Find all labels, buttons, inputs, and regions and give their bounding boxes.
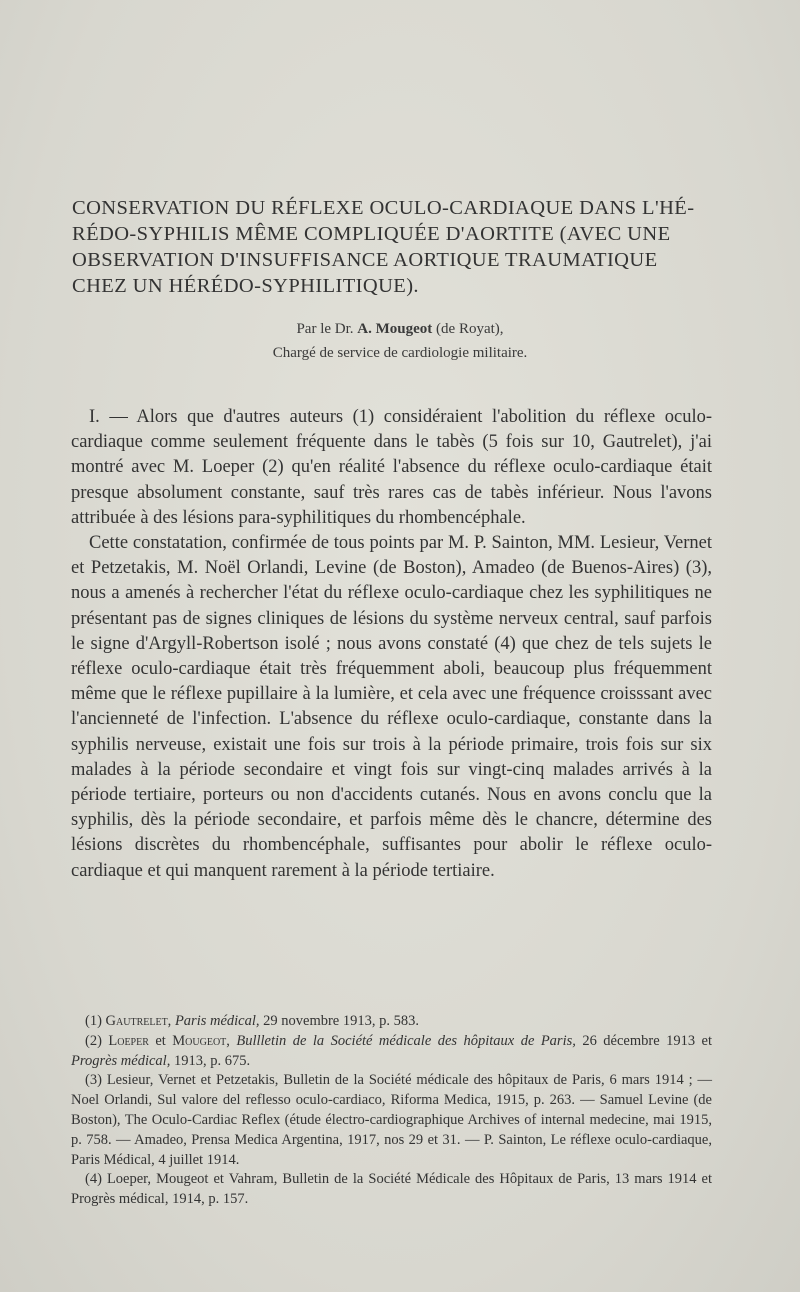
footnote-number: (4) bbox=[85, 1171, 102, 1188]
footnote-rest: 1913, p. 675. bbox=[173, 1052, 251, 1069]
title-line: CHEZ UN HÉRÉDO-SYPHILITIQUE). bbox=[72, 275, 419, 297]
paragraph: I. — Alors que d'autres auteurs (1) considéraient l'abolition du réflexe oculo-cardiaque comme seulement fréquente dans le tabès (5 fois sur 10, Gautrelet), j'ai montré avec M. Loeper (2) qu'en réalité l'absence du réflexe oculo-cardiaque était presque absolument constante, sauf très rares cas de tabès inférieur. Nous l'avons attribuée à des lésions para-syphilitiques du rhombencéphale. bbox=[71, 407, 712, 528]
footnote-source: Bullletin de la Société médicale des hôpitaux de Paris, bbox=[236, 1032, 576, 1049]
footnote-source: Progrès médical, bbox=[71, 1052, 171, 1069]
footnote-source: Paris médical, bbox=[174, 1013, 260, 1029]
footnote-author: Mougeot, bbox=[172, 1032, 230, 1049]
article-body bbox=[71, 405, 712, 884]
title-line: OBSERVATION D'INSUFFISANCE AORTIQUE TRAUMATIQUE bbox=[72, 249, 658, 271]
author-place: (de Royat), bbox=[436, 321, 504, 337]
title-line: CONSERVATION DU RÉFLEXE OCULO-CARDIAQUE DANS L'HÉ- bbox=[72, 197, 695, 219]
footnote-number: (1) bbox=[85, 1013, 102, 1029]
author-name: A. Mougeot bbox=[357, 321, 433, 337]
title-line: RÉDO-SYPHILIS MÊME COMPLIQUÉE D'AORTITE (AVEC UNE bbox=[72, 223, 671, 245]
paragraph: Cette constatation, confirmée de tous points par M. P. Sainton, MM. Lesieur, Vernet et Petzetakis, M. Noël Orlandi, Levine (de Boston), Amadeo (de Buenos-Aires) (3), nous a amenés à rechercher l'état du réflexe oculo-cardiaque chez les syphilitiques ne présentant pas de signes cliniques de lésions du système nerveux central, sauf parfois le signe d'Argyll-Robertson isolé ; nous avons constaté (4) que chez de tels sujets le réflexe oculo-cardiaque était très fréquemment aboli, beaucoup plus fréquemment même que le réflexe pupillaire à la lumière, et cela avec une fréquence croisssant avec l'ancienneté de l'infection. L'absence du réflexe oculo-cardiaque, constante dans la syphilis nerveuse, existait une fois sur trois à la période primaire, trois fois sur six malades à la période secondaire et vingt fois sur vingt-cinq malades arrivés à la période tertiaire, porteurs ou non d'accidents cutanés. Nous en avons conclu que la syphilis, dès la période secondaire, et parfois même dès le chancre, détermine des lésions discrètes du rhombencéphale, suffisantes pour abolir le réflexe oculo-cardiaque et qui manquent rarement à la période tertiaire. bbox=[71, 533, 712, 881]
article-title bbox=[72, 195, 712, 299]
footnote bbox=[71, 1170, 712, 1210]
author-prefix: Par le Dr. bbox=[296, 321, 354, 337]
footnote bbox=[71, 1032, 712, 1072]
footnote-conjunction: et bbox=[155, 1032, 166, 1049]
footnote-rest: 26 décembre 1913 et bbox=[582, 1032, 712, 1049]
footnote-number: (3) bbox=[85, 1072, 102, 1089]
footnotes bbox=[71, 1012, 712, 1210]
footnote-number: (2) bbox=[85, 1032, 102, 1049]
author-role: Chargé de service de cardiologie militaire. bbox=[272, 345, 528, 361]
author-block bbox=[0, 318, 800, 364]
footnote-text: Loeper, Mougeot et Vahram, Bulletin de la Société Médicale des Hôpitaux de Paris, 13 mars 1914 et Progrès médical, 1914, p. 157. bbox=[71, 1171, 712, 1208]
footnote bbox=[71, 1012, 712, 1032]
footnote-author: Gautrelet, bbox=[105, 1013, 172, 1029]
footnote-author: Loeper bbox=[108, 1032, 149, 1049]
footnote-text: Lesieur, Vernet et Petzetakis, Bulletin de la Société médicale des hôpitaux de Paris, 6 mars 1914 ; — Noel Orlandi, Sul valore del reflesso oculo-cardiaco, Riforma Medica, 1915, p. 263. — Samuel Levine (de Boston), The Oculo-Cardiac Reflex (étude électro-cardiographique Archives of internal medecine, mai 1915, p. 758. — Amadeo, Prensa Medica Argentina, 1917, nos 29 et 31. — P. Sainton, Le réflexe oculo-cardiaque, Paris Médical, 4 juillet 1914. bbox=[71, 1072, 712, 1168]
footnote bbox=[71, 1071, 712, 1170]
footnote-rest: 29 novembre 1913, p. 583. bbox=[263, 1013, 419, 1029]
